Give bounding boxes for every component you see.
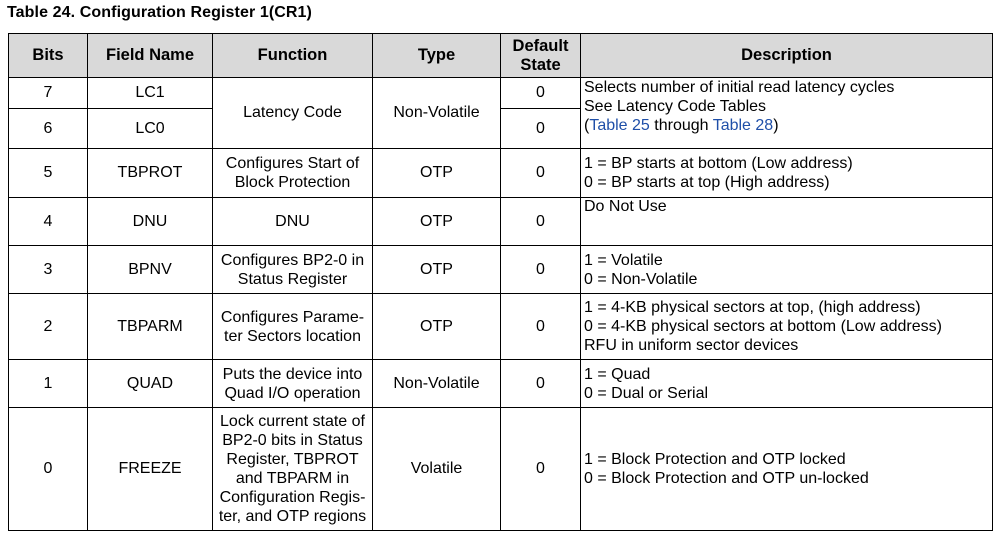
cell-default: 0: [501, 408, 581, 531]
header-field-name: Field Name: [88, 34, 213, 78]
cell-bits: 1: [9, 360, 88, 408]
cell-type: OTP: [373, 198, 501, 246]
header-description: Description: [581, 34, 993, 78]
header-function: Function: [213, 34, 373, 78]
cell-function: [213, 149, 373, 198]
cell-description: Do Not Use: [581, 198, 993, 246]
function-line: Status Register: [237, 270, 348, 288]
function-line: Block Protection: [234, 174, 351, 191]
cell-default: 0: [501, 198, 581, 246]
through-text: through: [649, 117, 713, 134]
function-line: Configures Parame-: [220, 308, 365, 326]
cell-field: LC0: [88, 109, 213, 149]
cell-field: DNU: [88, 198, 213, 246]
desc-line: 1 = Quad: [584, 365, 651, 383]
header-row: [9, 34, 993, 78]
cell-type-latency: Non-Volatile: [373, 78, 501, 149]
cell-bits: 3: [9, 246, 88, 294]
table-row-bit0: [9, 408, 993, 531]
table-row-bit3: [9, 246, 993, 294]
desc-line: 0 = BP starts at top (High address): [584, 174, 830, 191]
cell-type: Volatile: [373, 408, 501, 531]
function-line: BP2-0 bits in Status: [222, 432, 363, 449]
cell-type: Non-Volatile: [373, 360, 501, 408]
cell-type: OTP: [373, 294, 501, 360]
config-register-table: [8, 33, 993, 531]
desc-line: RFU in uniform sector devices: [584, 337, 799, 354]
cell-bits: 2: [9, 294, 88, 360]
cell-function-latency: Latency Code: [213, 78, 373, 149]
cell-description: [581, 294, 993, 360]
cell-bits: 4: [9, 198, 88, 246]
cell-function: DNU: [213, 198, 373, 246]
table-row-bit2: [9, 294, 993, 360]
cell-default: 0: [501, 78, 581, 109]
cell-field: TBPROT: [88, 149, 213, 198]
desc-line: 1 = 4-KB physical sectors at top, (high address): [584, 299, 921, 316]
cell-bits: 5: [9, 149, 88, 198]
cell-field: TBPARM: [88, 294, 213, 360]
header-default-line2: State: [520, 55, 561, 74]
cell-function: [213, 294, 373, 360]
desc-line: 0 = Dual or Serial: [584, 384, 709, 402]
cell-description: [581, 149, 993, 198]
cell-function: [213, 246, 373, 294]
cell-default: 0: [501, 149, 581, 198]
table-row-bit1: [9, 360, 993, 408]
header-default-line1: Default: [512, 36, 569, 55]
cell-field: FREEZE: [88, 408, 213, 531]
cell-description: [581, 360, 993, 408]
header-type: Type: [373, 34, 501, 78]
table-row-bit5: [9, 149, 993, 198]
table-row-bit4: [9, 198, 993, 246]
cell-description-latency: [581, 78, 993, 149]
cell-default: 0: [501, 360, 581, 408]
header-default-state: [501, 34, 581, 78]
function-line: Configures BP2-0 in: [220, 251, 365, 269]
function-line: Lock current state of: [220, 413, 365, 430]
desc-line: 0 = Block Protection and OTP un-locked: [584, 470, 869, 487]
desc-line: Selects number of initial read latency cycles: [584, 79, 895, 96]
cell-description: [581, 408, 993, 531]
table-row-bit7: [9, 78, 993, 109]
cell-bits: 6: [9, 109, 88, 149]
desc-line: 1 = BP starts at bottom (Low address): [584, 155, 853, 172]
cell-description: [581, 246, 993, 294]
cell-type: OTP: [373, 246, 501, 294]
function-line: Register, TBPROT: [226, 451, 359, 468]
cell-bits: 7: [9, 78, 88, 109]
cell-function: [213, 360, 373, 408]
table-caption: Table 24. Configuration Register 1(CR1): [7, 4, 312, 21]
desc-line-links: [584, 116, 989, 135]
desc-line: See Latency Code Tables: [584, 98, 767, 115]
desc-line: 1 = Block Protection and OTP locked: [584, 451, 846, 468]
cell-bits: 0: [9, 408, 88, 531]
cell-field: QUAD: [88, 360, 213, 408]
function-line: Configures Start of: [225, 155, 360, 172]
function-line: and TBPARM in: [235, 470, 350, 487]
cell-field: BPNV: [88, 246, 213, 294]
cell-default: 0: [501, 294, 581, 360]
cell-default: 0: [501, 109, 581, 149]
header-bits: Bits: [9, 34, 88, 78]
function-line: Puts the device into: [222, 365, 363, 383]
function-line: Configuration Regis-: [219, 489, 366, 506]
paren-close: ): [773, 117, 779, 134]
cell-type: OTP: [373, 149, 501, 198]
cell-default: 0: [501, 246, 581, 294]
desc-line: 1 = Volatile: [584, 251, 663, 269]
table-28-link[interactable]: Table 28: [712, 117, 774, 134]
function-line: Quad I/O operation: [224, 384, 361, 402]
function-line: ter, and OTP regions: [218, 508, 367, 525]
desc-line: 0 = Non-Volatile: [584, 270, 698, 288]
desc-line: 0 = 4-KB physical sectors at bottom (Low address): [584, 318, 942, 335]
table-25-link[interactable]: Table 25: [589, 117, 650, 134]
cell-field: LC1: [88, 78, 213, 109]
cell-function: [213, 408, 373, 531]
paren-open: (: [584, 117, 590, 134]
function-line: ter Sectors location: [224, 327, 361, 345]
